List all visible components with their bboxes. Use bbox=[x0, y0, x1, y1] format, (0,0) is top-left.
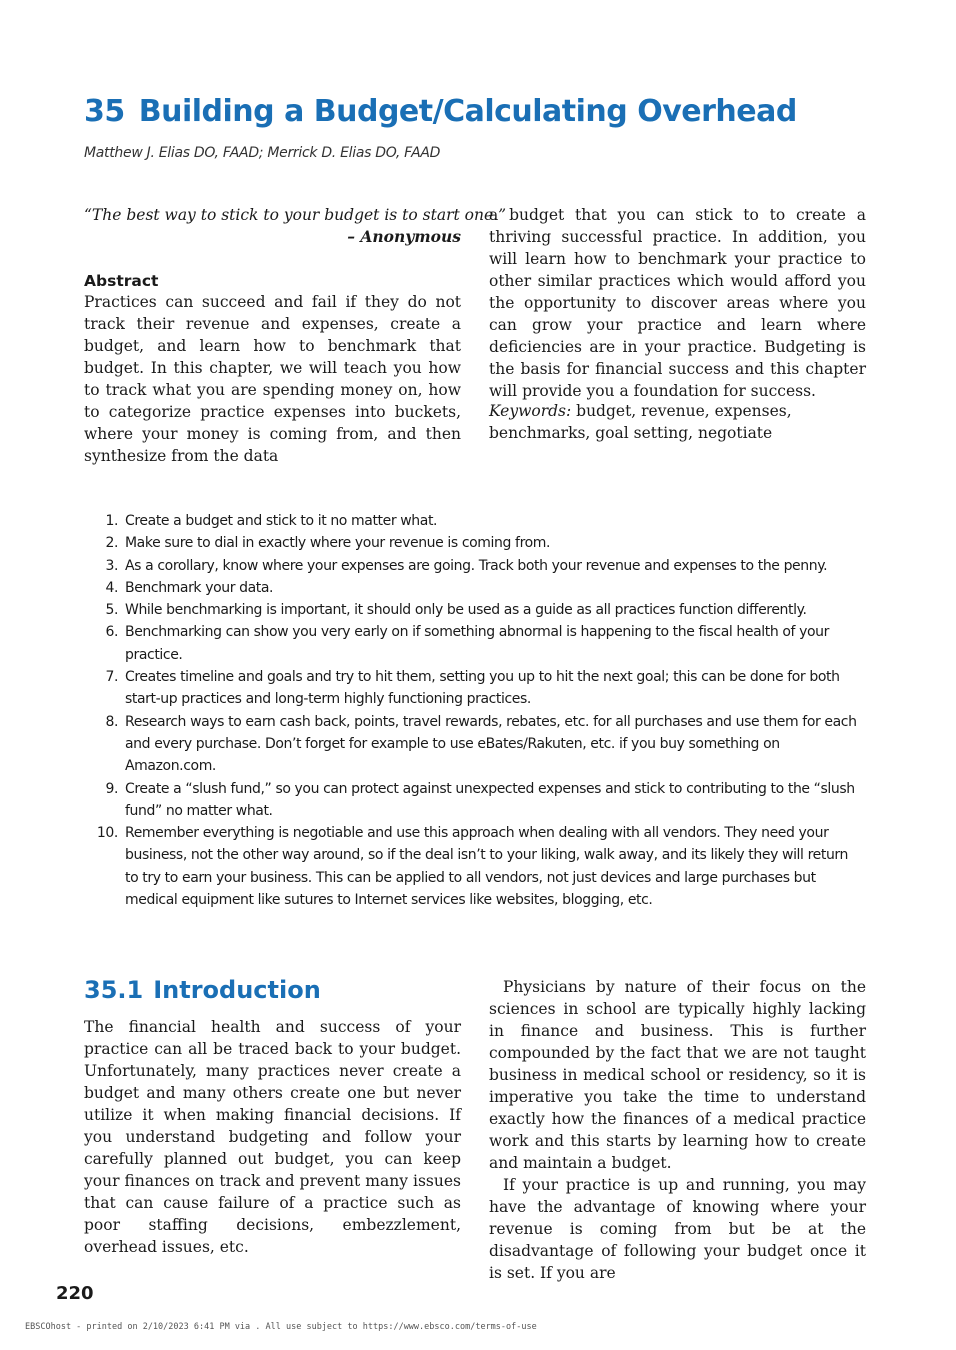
print-footer: EBSCOhost - printed on 2/10/2023 6:41 PM via . All use subject to https://www.ebsco.com/terms-of-use bbox=[25, 1322, 537, 1332]
list-item bbox=[84, 599, 864, 621]
list-item-text: While benchmarking is important, it should only be used as a guide as all practices function differently. bbox=[125, 602, 807, 619]
section-heading bbox=[84, 976, 321, 1004]
list-item-number: 3. bbox=[105, 557, 118, 574]
list-item bbox=[84, 621, 864, 666]
section-number: 35.1 bbox=[84, 976, 144, 1004]
intro-paragraph-2: Physicians by nature of their focus on the sciences in school are typically highly lacking in finance and business. This is further compounded by the fact that we are not taught business in medical school or residency, so it is imperative you take the time to understand exactly how the finances of a medical practice work and this starts by learning how to create and maintain a budget. bbox=[489, 978, 866, 1172]
section-title: Introduction bbox=[153, 976, 321, 1004]
list-item-number: 10. bbox=[96, 825, 118, 842]
intro-column-right bbox=[489, 976, 866, 1284]
list-item-number: 2. bbox=[105, 535, 118, 552]
list-item bbox=[84, 778, 864, 823]
list-item-text: Create a budget and stick to it no matter what. bbox=[125, 513, 438, 529]
keywords bbox=[489, 400, 866, 444]
list-item bbox=[84, 555, 864, 577]
abstract-body-right: a budget that you can stick to to create a thriving successful practice. In addition, you will learn how to benchmark your practice to other similar practices which would afford you the opportunity to discover areas where you can grow your practice and learn where deficiencies are in your practice. Budgeting is the basis for financial success and this chapter will provide you a foundation for success. bbox=[489, 206, 866, 400]
list-item-text: Make sure to dial in exactly where your revenue is coming from. bbox=[125, 535, 551, 552]
list-item-text: Benchmarking can show you very early on if something abnormal is happening to the fiscal health of your practice. bbox=[125, 624, 830, 663]
list-item-number: 1. bbox=[105, 513, 118, 529]
list-item bbox=[84, 711, 864, 778]
epigraph bbox=[84, 204, 506, 248]
list-item bbox=[84, 577, 864, 599]
list-item-number: 6. bbox=[105, 624, 118, 641]
keywords-terms: budget, revenue, expenses, benchmarks, goal setting, negotiate bbox=[489, 402, 792, 442]
intro-paragraph-1: The financial health and success of your practice can all be traced back to your budget. Unfortunately, many practices never create a budget and many others create one but never utilize it when making financial decisions. If you understand budgeting and follow your carefully planned out budget, you can keep your finances on track and prevent many issues that can cause failure of a practice such as poor staffing decisions, embezzlement, overhead issues, etc. bbox=[84, 1018, 461, 1256]
list-item-number: 9. bbox=[105, 780, 118, 797]
abstract-heading: Abstract bbox=[84, 272, 159, 290]
chapter-number: 35 bbox=[84, 94, 125, 129]
page-number: 220 bbox=[56, 1283, 94, 1304]
chapter-authors: Matthew J. Elias DO, FAAD; Merrick D. Elias DO, FAAD bbox=[84, 145, 441, 161]
list-item-number: 8. bbox=[105, 713, 118, 730]
list-item bbox=[84, 510, 864, 532]
abstract-body-left: Practices can succeed and fail if they do not track their revenue and expenses, create a budget, and learn how to benchmark that budget. In this chapter, we will teach you how to track what you are spending money on, how to categorize practice expenses into buckets, where your money is coming from, and then synthesize from the data bbox=[84, 293, 461, 465]
chapter-title bbox=[84, 94, 797, 129]
key-points-list bbox=[84, 510, 864, 911]
list-item-text: Remember everything is negotiable and use this approach when dealing with all vendors. They need your business, not the other way around, so if the deal isn’t to your liking, walk away, and its likely they will return to try to earn your business. This can be applied to all vendors, not just devices and large purchases but medical equipment like sutures to Internet services like websites, blogging, etc. bbox=[125, 825, 848, 909]
list-item-text: Benchmark your data. bbox=[125, 579, 274, 596]
epigraph-text: “The best way to stick to your budget is to start one.” bbox=[84, 206, 506, 224]
epigraph-author: – Anonymous bbox=[347, 227, 461, 246]
chapter-title-text: Building a Budget/Calculating Overhead bbox=[138, 94, 797, 129]
list-item-number: 5. bbox=[105, 602, 118, 619]
list-item-text: As a corollary, know where your expenses are going. Track both your revenue and expenses to the penny. bbox=[125, 557, 828, 574]
list-item bbox=[84, 822, 864, 911]
intro-paragraph-3: If your practice is up and running, you may have the advantage of knowing where your revenue is coming from but be at the disadvantage of following your budget once it is set. If you are bbox=[489, 1176, 866, 1282]
list-item-number: 7. bbox=[105, 669, 118, 686]
list-item-text: Creates timeline and goals and try to hit them, setting you up to hit the next goal; this can be done for both start-up practices and long-term highly functioning practices. bbox=[125, 669, 840, 708]
list-item-number: 4. bbox=[105, 579, 118, 596]
list-item-text: Research ways to earn cash back, points, travel rewards, rebates, etc. for all purchases and use them for each and every purchase. Don’t forget for example to use eBates/Rakuten, etc. if you buy something on Amazon.com. bbox=[125, 713, 857, 775]
keywords-label: Keywords: bbox=[489, 402, 572, 420]
list-item bbox=[84, 666, 864, 711]
intro-column-left bbox=[84, 1016, 461, 1258]
list-item-text: Create a “slush fund,” so you can protect against unexpected expenses and stick to contributing to the “slush fund” no matter what. bbox=[125, 780, 855, 819]
list-item bbox=[84, 532, 864, 554]
